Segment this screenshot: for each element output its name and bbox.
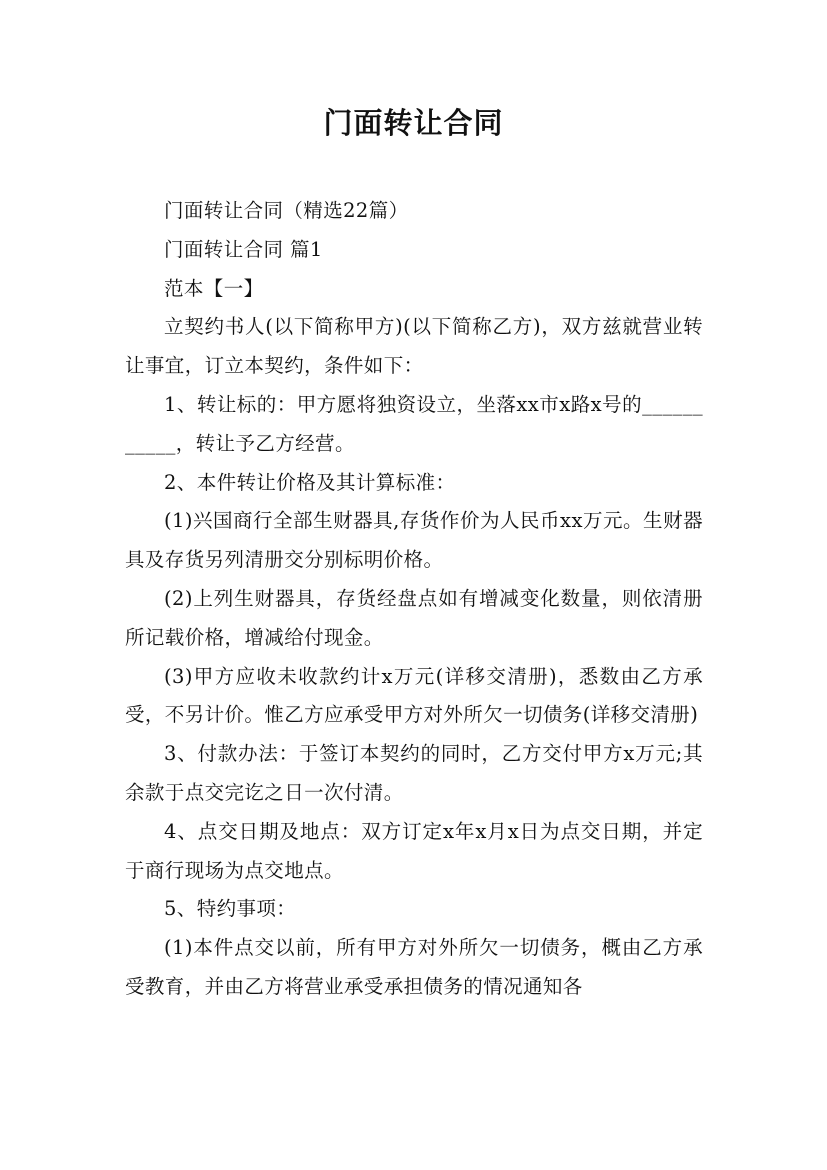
paragraph-template-label: 范本【一】 [164,276,264,300]
paragraph-clause-2-1: (1)兴国商行全部生财器具,存货作价为人民币xx万元。生财器具及存货另列清册交分别标明价格。 [125,509,703,572]
paragraph-clause-3: 3、付款办法：于签订本契约的同时，乙方交付甲方x万元;其余款于点交完讫之日一次付清。 [125,742,703,804]
paragraph-clause-2-2: (2)上列生财器具，存货经盘点如有增减变化数量，则依清册所记载价格，增减给付现金。 [125,586,703,649]
document-body [125,192,703,1007]
paragraph-clause-2: 2、本件转让价格及其计算标准： [164,470,456,494]
paragraph-subtitle: 门面转让合同（精选22篇） [164,199,409,222]
document-title: 门面转让合同 [323,106,504,140]
paragraph-clause-5: 5、特约事项： [164,897,297,921]
paragraph-preamble: 立契约书人(以下简称甲方)(以下简称乙方)，双方兹就营业转让事宜，订立本契约，条件如下： [125,315,703,378]
paragraph-clause-2-3: (3)甲方应收未收款约计x万元(详移交清册)，悉数由乙方承受，不另计价。惟乙方应承受甲方对外所欠一切债务(详移交清册) [125,664,703,727]
paragraph-clause-5-1: (1)本件点交以前，所有甲方对外所欠一切债务，概由乙方承受教育，并由乙方将营业承受承担债务的情况通知各 [125,936,703,998]
paragraph-clause-4: 4、点交日期及地点：双方订定x年x月x日为点交日期，并定于商行现场为点交地点。 [125,819,703,882]
paragraph-section-heading: 门面转让合同 篇1 [164,237,323,261]
paragraph-clause-1: 1、转让标的：甲方愿将独资设立，坐落xx市x路x号的___________，转让予乙方经营。 [125,392,703,455]
